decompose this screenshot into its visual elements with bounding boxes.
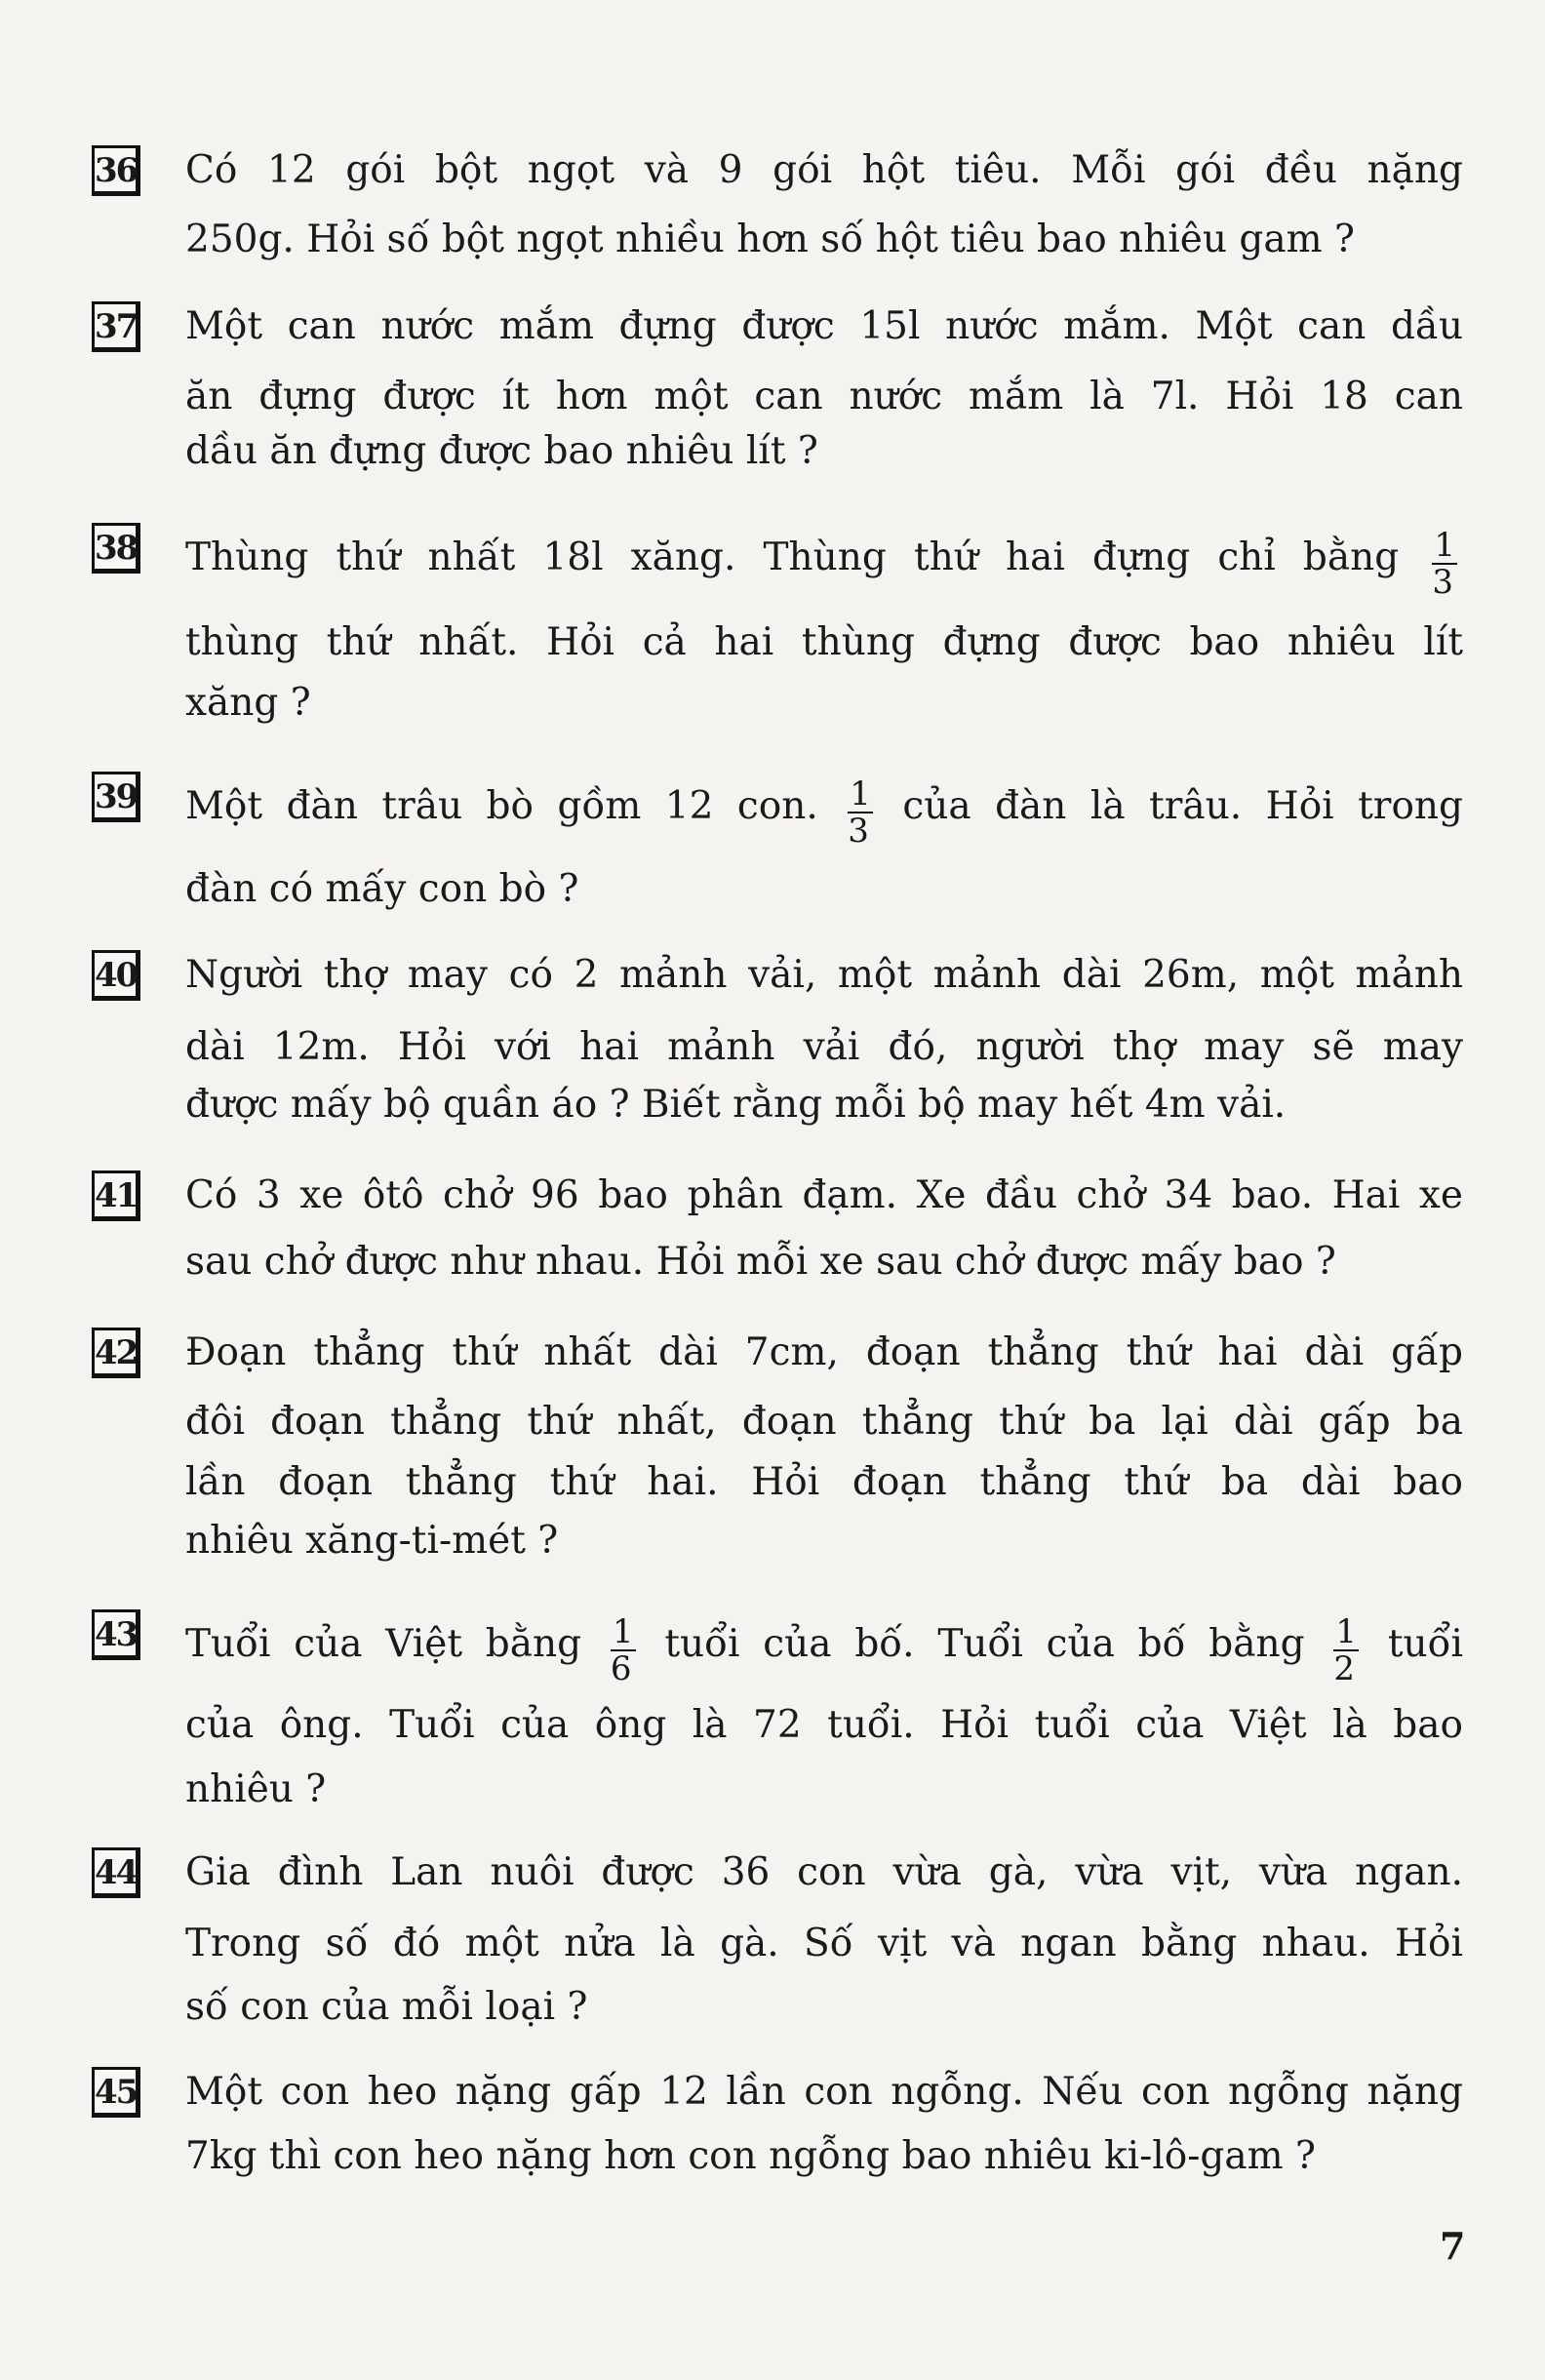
text-segment: Gia đình Lan nuôi được 36 con vừa gà, vừa vịt, vừa ngan. (185, 1850, 1463, 1894)
problem-44-line (185, 1983, 1463, 2032)
text-segment: Người thợ may có 2 mảnh vải, một mảnh dài 26m, một mảnh (185, 953, 1463, 997)
fraction (1333, 1614, 1359, 1686)
text-segment: xăng ? (185, 681, 311, 725)
text-segment: được mấy bộ quần áo ? Biết rằng mỗi bộ may hết 4m vải. (185, 1083, 1287, 1127)
fraction-numerator: 1 (1335, 1612, 1358, 1651)
problem-number-41: 41 (92, 1170, 140, 1221)
fraction-denominator: 3 (1432, 563, 1453, 602)
problem-36-line (185, 146, 1463, 195)
text-segment: tuổi của bố. Tuổi của bố bằng (664, 1622, 1305, 1666)
problem-40-line (185, 1081, 1463, 1130)
text-segment: Một con heo nặng gấp 12 lần con ngỗng. Nếu con ngỗng nặng (185, 2070, 1463, 2114)
problem-43-line (185, 1701, 1463, 1750)
fraction-numerator: 1 (1434, 526, 1455, 565)
text-segment: nhiêu xăng-ti-mét ? (185, 1519, 559, 1563)
text-segment: dầu ăn đựng được bao nhiêu lít ? (185, 429, 818, 473)
problem-43-line (185, 1765, 1463, 1814)
problem-42-line (185, 1398, 1463, 1447)
text-segment: dài 12m. Hỏi với hai mảnh vải đó, người thợ may sẽ may (185, 1025, 1463, 1069)
problem-38-line (185, 679, 1463, 728)
text-segment: sau chở được như nhau. Hỏi mỗi xe sau chở được mấy bao ? (185, 1240, 1336, 1284)
fraction-numerator: 1 (612, 1612, 634, 1651)
problem-39-line (185, 865, 1463, 914)
problem-number-43: 43 (92, 1609, 140, 1660)
problem-45-line (185, 2132, 1463, 2181)
problem-45-line (185, 2068, 1463, 2117)
fraction (611, 1614, 636, 1686)
text-segment: tuổi (1387, 1622, 1463, 1666)
text-segment: 250g. Hỏi số bột ngọt nhiều hơn số hột tiêu bao nhiêu gam ? (185, 218, 1355, 261)
problem-40-line (185, 951, 1463, 1000)
fraction-numerator: 1 (850, 774, 871, 813)
problem-44-line (185, 1920, 1463, 1968)
fraction-denominator: 2 (1333, 1649, 1356, 1688)
text-segment: Thùng thứ nhất 18l xăng. Thùng thứ hai đựng chỉ bằng (185, 536, 1400, 579)
problem-37-line (185, 373, 1463, 421)
text-segment: Trong số đó một nửa là gà. Số vịt và ngan bằng nhau. Hỏi (185, 1922, 1463, 1965)
text-segment: 7kg thì con heo nặng hơn con ngỗng bao nhiêu ki-lô-gam ? (185, 2134, 1316, 2178)
text-segment: đàn có mấy con bò ? (185, 867, 579, 911)
fraction-denominator: 3 (848, 812, 869, 851)
fraction (1432, 528, 1457, 600)
text-segment: nhiêu ? (185, 1767, 327, 1811)
problem-39-line (185, 773, 1464, 851)
problem-42-line (185, 1517, 1463, 1566)
problem-36-line (185, 216, 1463, 264)
text-segment: của đàn là trâu. Hỏi trong (902, 784, 1464, 828)
text-segment: đôi đoạn thẳng thứ nhất, đoạn thẳng thứ ba lại dài gấp ba (185, 1400, 1463, 1444)
text-segment: Đoạn thẳng thứ nhất dài 7cm, đoạn thẳng thứ hai dài gấp (185, 1330, 1463, 1374)
fraction (848, 776, 873, 849)
page-number: 7 (1440, 2224, 1466, 2268)
problem-number-38: 38 (92, 523, 140, 574)
problem-37-line (185, 302, 1463, 351)
fraction-denominator: 6 (610, 1649, 632, 1688)
problem-37-line (185, 427, 1463, 476)
problem-number-37: 37 (92, 301, 140, 352)
text-segment: lần đoạn thẳng thứ hai. Hỏi đoạn thẳng thứ ba dài bao (185, 1460, 1463, 1504)
problem-number-45: 45 (92, 2067, 140, 2118)
text-segment: thùng thứ nhất. Hỏi cả hai thùng đựng được bao nhiêu lít (185, 620, 1463, 664)
text-segment: Có 12 gói bột ngọt và 9 gói hột tiêu. Mỗi gói đều nặng (185, 148, 1463, 192)
problem-42-line (185, 1329, 1463, 1377)
text-segment: số con của mỗi loại ? (185, 1985, 588, 2029)
problem-number-42: 42 (92, 1328, 140, 1378)
text-segment: Tuổi của Việt bằng (185, 1622, 582, 1666)
text-segment: Một đàn trâu bò gồm 12 con. (185, 784, 818, 828)
problem-38-line (185, 524, 1463, 602)
text-segment: Có 3 xe ôtô chở 96 bao phân đạm. Xe đầu chở 34 bao. Hai xe (185, 1173, 1463, 1217)
problem-number-36: 36 (92, 145, 140, 196)
text-segment: ăn đựng được ít hơn một can nước mắm là 7l. Hỏi 18 can (185, 375, 1463, 418)
text-segment: Một can nước mắm đựng được 15l nước mắm. Một can dầu (185, 304, 1463, 348)
problem-number-40: 40 (92, 950, 140, 1001)
problem-number-39: 39 (92, 772, 140, 822)
problem-41-line (185, 1171, 1463, 1220)
problem-41-line (185, 1238, 1463, 1287)
problem-42-line (185, 1458, 1463, 1507)
text-segment: của ông. Tuổi của ông là 72 tuổi. Hỏi tuổi của Việt là bao (185, 1703, 1463, 1747)
problem-38-line (185, 618, 1463, 667)
problem-44-line (185, 1848, 1463, 1897)
problem-40-line (185, 1023, 1463, 1072)
problem-43-line (185, 1610, 1463, 1688)
problem-number-44: 44 (92, 1847, 140, 1898)
